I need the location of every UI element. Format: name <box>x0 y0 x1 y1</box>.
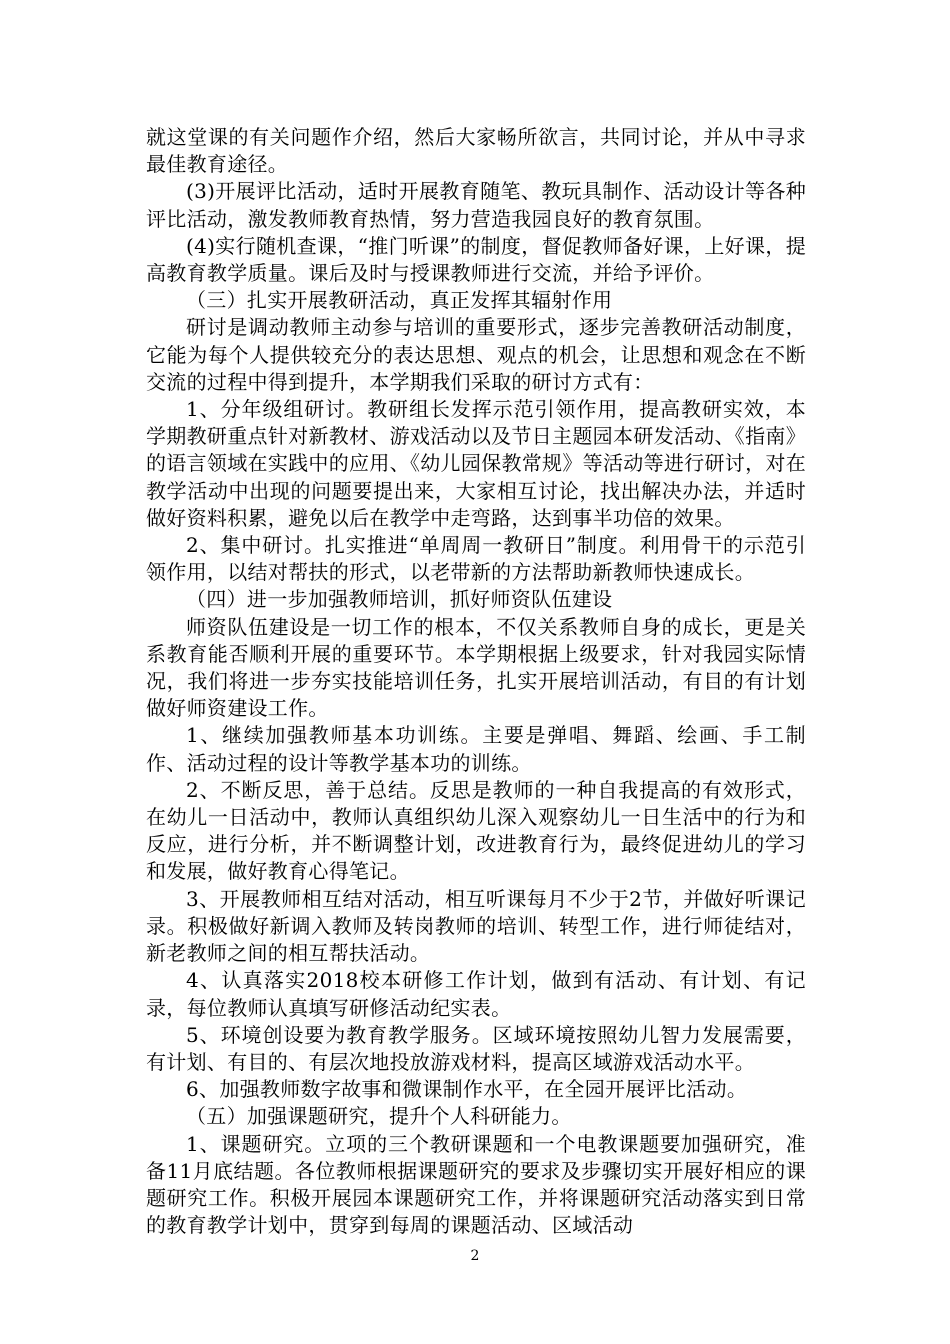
paragraph-environment: 5、环境创设要为教育教学服务。区域环境按照幼儿智力发展需要，有计划、有目的、有层次地投放游戏材料，提高区域游戏活动水平。 <box>146 1022 806 1074</box>
paragraph-topic-research: 1、课题研究。立项的三个教研课题和一个电教课题要加强研究，准备11月底结题。各位教师根据课题研究的要求及步骤切实开展好相应的课题研究工作。积极开展园本课题研究工作，并将课题研究活动落实到日常的教育教学计划中，贯穿到每周的课题活动、区域活动 <box>146 1131 806 1238</box>
paragraph-intro-continuation: 就这堂课的有关问题作介绍，然后大家畅所欲言，共同讨论，并从中寻求最佳教育途径。 <box>146 125 806 177</box>
paragraph-school-training-plan: 4、认真落实2018校本研修工作计划，做到有活动、有计划、有记录，每位教师认真填写研修活动纪实表。 <box>146 968 806 1020</box>
paragraph-mentoring: 3、开展教师相互结对活动，相互听课每月不少于2节，并做好听课记录。积极做好新调入教师及转岗教师的培训、转型工作，进行师徒结对，新老教师之间的相互帮扶活动。 <box>146 886 806 966</box>
paragraph-centralized-research: 2、集中研讨。扎实推进“单周周一教研日”制度。利用骨干的示范引领作用，以结对帮扶的形式，以老带新的方法帮助新教师快速成长。 <box>146 533 806 585</box>
paragraph-grade-group-research: 1、分年级组研讨。教研组长发挥示范引领作用，提高教研实效，本学期教研重点针对新教材、游戏活动以及节日主题园本研发活动、《指南》的语言领域在实践中的应用、《幼儿园保教常规》等活动等进行研讨，对在教学活动中出现的问题要提出来，大家相互讨论，找出解决办法，并适时做好资料积累，避免以后在教学中走弯路，达到事半功倍的效果。 <box>146 397 806 530</box>
paragraph-teacher-team-intro: 师资队伍建设是一切工作的根本，不仅关系教师自身的成长，更是关系教育能否顺利开展的重要环节。本学期根据上级要求，针对我园实际情况，我们将进一步夯实技能培训任务，扎实开展培训活动，有目的有计划做好师资建设工作。 <box>146 614 806 721</box>
paragraph-item-4-random-inspection: (4)实行随机查课，“推门听课”的制度，督促教师备好课，上好课，提高教育教学质量。课后及时与授课教师进行交流，并给予评价。 <box>146 233 806 286</box>
paragraph-reflection: 2、不断反思，善于总结。反思是教师的一种自我提高的有效形式，在幼儿一日活动中，教师认真组织幼儿深入观察幼儿一日生活中的行为和反应，进行分析，并不断调整计划，改进教育行为，最终促进幼儿的学习和发展，做好教育心得笔记。 <box>146 777 806 884</box>
paragraph-item-3-evaluation: (3)开展评比活动，适时开展教育随笔、教玩具制作、活动设计等各种评比活动，激发教师教育热情，努力营造我园良好的教育氛围。 <box>146 179 806 231</box>
page-number: 2 <box>470 1248 480 1264</box>
section-heading-5: （五）加强课题研究，提升个人科研能力。 <box>186 1104 572 1129</box>
paragraph-basic-skills: 1、继续加强教师基本功训练。主要是弹唱、舞蹈、绘画、手工制作、活动过程的设计等教学基本功的训练。 <box>146 723 806 775</box>
document-body <box>146 124 806 1239</box>
section-heading-4: （四）进一步加强教师培训，抓好师资队伍建设 <box>186 587 613 612</box>
paragraph-research-intro: 研讨是调动教师主动参与培训的重要形式，逐步完善教研活动制度，它能为每个人提供较充分的表达思想、观点的机会，让思想和观念在不断交流的过程中得到提升，本学期我们采取的研讨方式有： <box>146 315 806 394</box>
paragraph-digital-story: 6、加强教师数字故事和微课制作水平，在全园开展评比活动。 <box>186 1077 748 1102</box>
section-heading-3: （三）扎实开展教研活动，真正发挥其辐射作用 <box>186 288 613 313</box>
